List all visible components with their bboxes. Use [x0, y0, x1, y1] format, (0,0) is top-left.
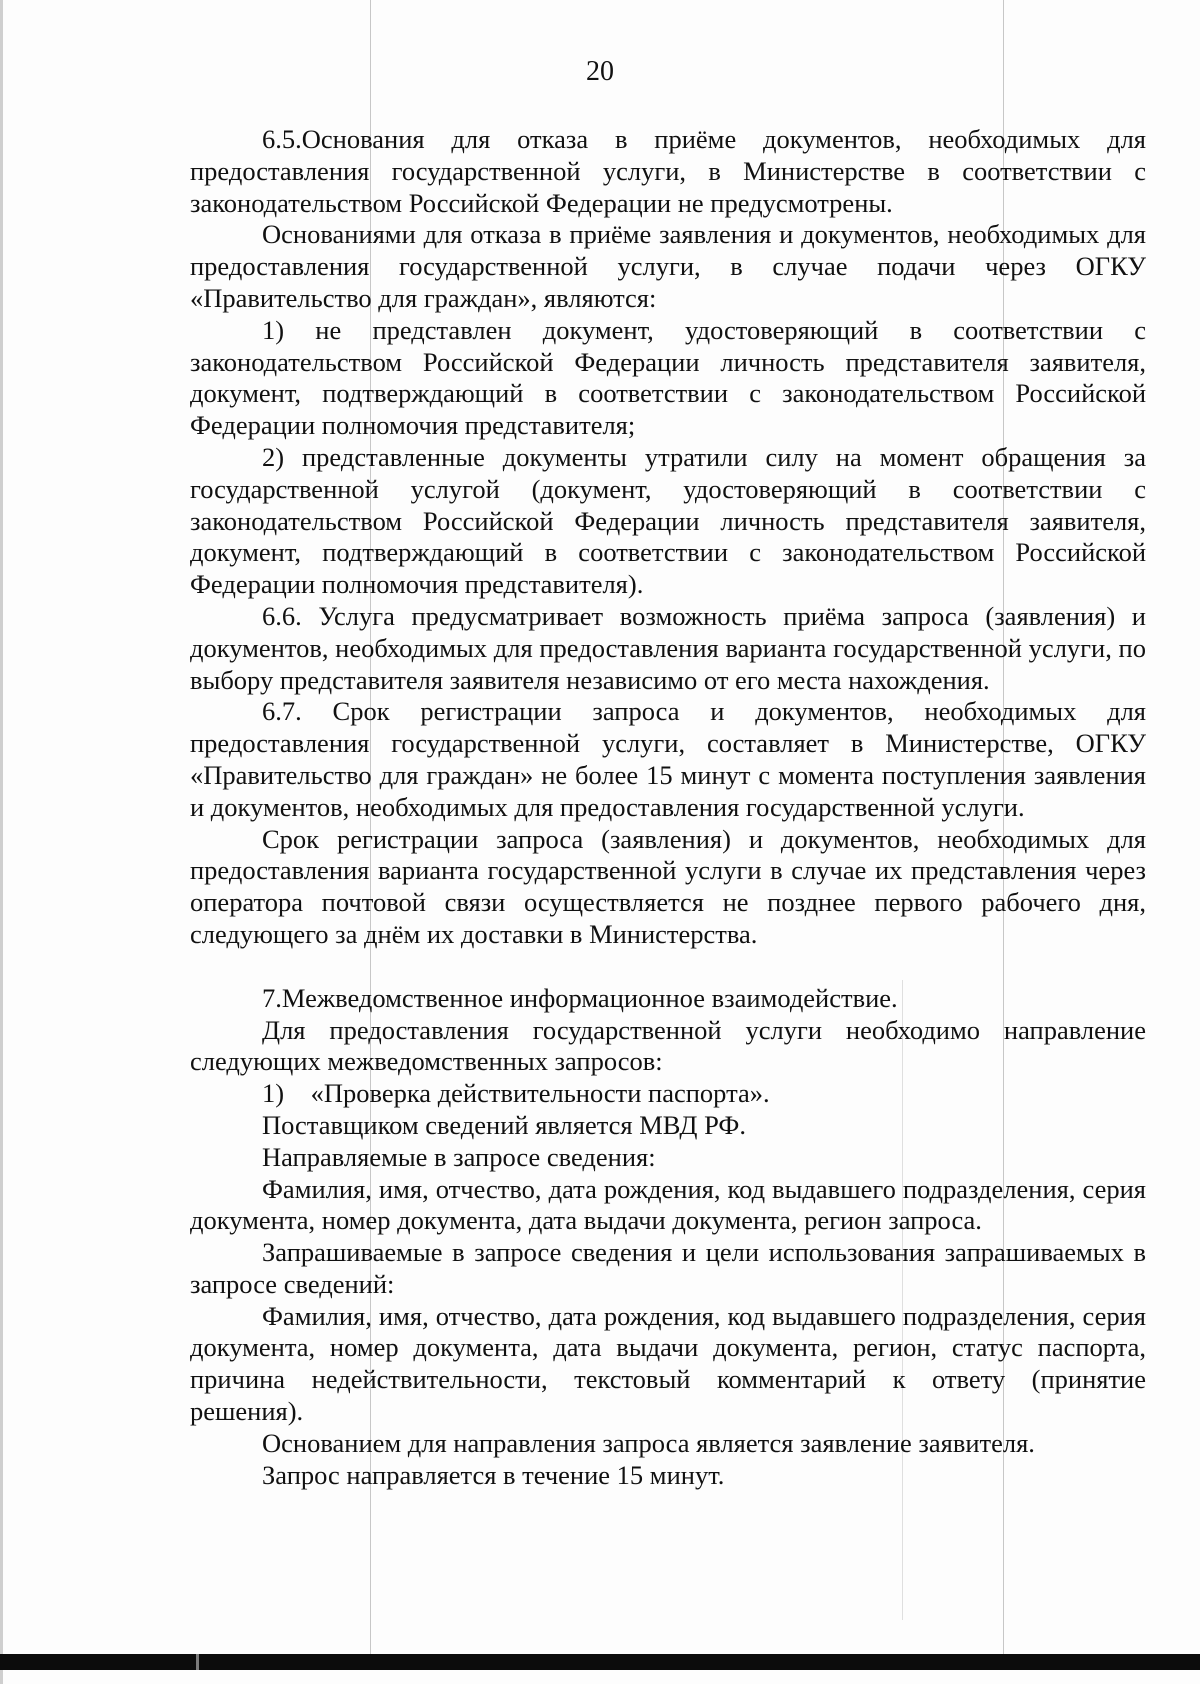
document-body: [190, 124, 1146, 1491]
request-1-title: 1) «Проверка действительности паспорта».: [262, 1078, 770, 1109]
paragraph-sent-data: Фамилия, имя, отчество, дата рождения, код выдавшего подразделения, серия документа, номер документа, дата выдачи документа, регион запроса.: [190, 1173, 1146, 1236]
scan-edge-bottom: [0, 1654, 1200, 1670]
scan-edge-gap: [196, 1654, 199, 1670]
page-number: 20: [586, 56, 614, 87]
paragraph-data-provider: Поставщиком сведений является МВД РФ.: [262, 1109, 746, 1140]
paragraph-requested-data-heading: Запрашиваемые в запросе сведения и цели использования запрашиваемых в запросе сведений:: [190, 1237, 1146, 1299]
paragraph-refusal-ground-1: 1) не представлен документ, удостоверяющий в соответствии с законодательством Российской Федерации личность представителя заявителя, документ, подтверждающий в соответствии с законодательством Российской Федерации полномочия представителя;: [190, 314, 1146, 441]
section-7-heading: 7.Межведомственное информационное взаимодействие.: [262, 982, 898, 1013]
paragraph-request-basis: Основанием для направления запроса является заявление заявителя.: [262, 1427, 1035, 1458]
paragraph-6-6: 6.6. Услуга предусматривает возможность приёма запроса (заявления) и документов, необходимых для предоставления варианта государственной услуги, по выбору представителя заявителя независимо от его места нахождения.: [190, 600, 1146, 695]
paragraph-6-7: 6.7. Срок регистрации запроса и документов, необходимых для предоставления государственной услуги, составляет в Министерстве, ОГКУ «Правительство для граждан» не более 15 минут с момента поступления заявления и документов, необходимых для предоставления государственной услуги.: [190, 696, 1146, 822]
paragraph-6-5: 6.5.Основания для отказа в приёме документов, необходимых для предоставления государственной услуги, в Министерстве в соответствии с законодательством Российской Федерации не предусмотрены.: [190, 124, 1146, 218]
scan-edge-left: [0, 0, 3, 1684]
paragraph-refusal-ground-2: 2) представленные документы утратили силу на момент обращения за государственной услугой (документ, удостоверяющий в соответствии с законодательством Российской Федерации личность представителя заявителя, документ, подтверждающий в соответствии с законодательством Российской Федерации полномочия представителя).: [190, 441, 1146, 600]
paragraph-interagency-requests: Для предоставления государственной услуги необходимо направление следующих межведомственных запросов:: [190, 1014, 1146, 1077]
paragraph-requested-data: Фамилия, имя, отчество, дата рождения, код выдавшего подразделения, серия документа, номер документа, дата выдачи документа, регион, статус паспорта, причина недействительности, текстовый комментарий к ответу (принятие решения).: [190, 1300, 1146, 1427]
paragraph-sent-data-heading: Направляемые в запросе сведения:: [262, 1141, 656, 1172]
paragraph-request-term: Запрос направляется в течение 15 минут.: [262, 1459, 725, 1490]
section-spacer: [190, 951, 1146, 983]
paragraph-registration-term-post: Срок регистрации запроса (заявления) и документов, необходимых для предоставления варианта государственной услуги в случае их представления через оператора почтовой связи осуществляется не позднее первого рабочего дня, следующего за днём их доставки в Министерства.: [190, 823, 1146, 949]
paragraph-refusal-grounds-intro: Основаниями для отказа в приёме заявления и документов, необходимых для предоставления государственной услуги, в случае подачи через ОГКУ «Правительство для граждан», являются:: [190, 219, 1146, 313]
